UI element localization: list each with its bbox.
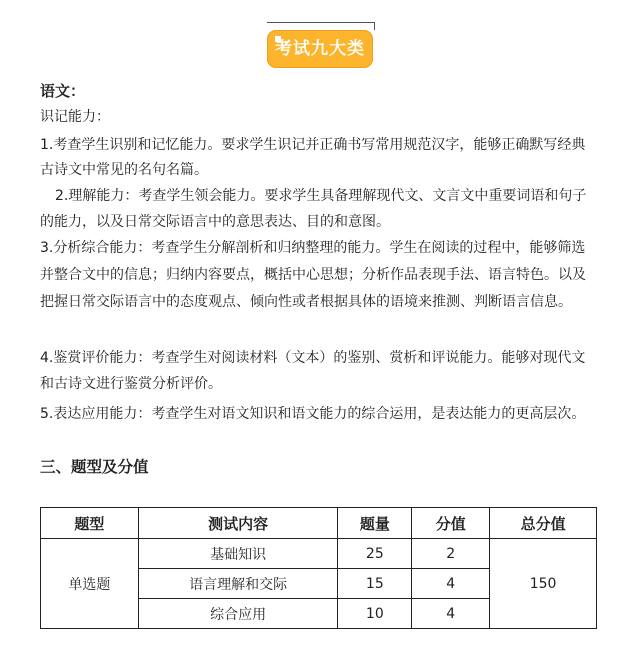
badge-frame-line bbox=[374, 22, 375, 30]
intro-line: 识记能力： bbox=[40, 109, 110, 125]
table-row bbox=[41, 539, 597, 569]
paragraph-line: 4.鉴赏评价能力：考查学生对阅读材料（文本）的鉴别、赏析和评说能力。能够对现代文 bbox=[40, 350, 586, 366]
score-cell: 4 bbox=[412, 569, 490, 599]
paragraph-line: 并整合文中的信息；归纳内容要点，概括中心思想；分析作品表现手法、语言特色。以及 bbox=[40, 267, 586, 283]
paragraph-line: 把握日常交际语言中的态度观点、倾向性或者根据具体的语境来推测、判断语言信息。 bbox=[40, 294, 572, 310]
score-cell: 2 bbox=[412, 539, 490, 569]
count-cell: 10 bbox=[338, 599, 412, 629]
section-title: 三、题型及分值 bbox=[40, 458, 149, 476]
table-header: 分值 bbox=[412, 508, 490, 539]
paragraph-line: 5.表达应用能力：考查学生对语文知识和语文能力的综合运用，是表达能力的更高层次。 bbox=[40, 406, 586, 422]
question-type-cell: 单选题 bbox=[41, 539, 139, 629]
table-header: 题型 bbox=[41, 508, 139, 539]
table-header-row bbox=[41, 508, 597, 539]
count-cell: 25 bbox=[338, 539, 412, 569]
category-badge bbox=[257, 22, 375, 72]
paragraph-line: 3.分析综合能力：考查学生分解剖析和归纳整理的能力。学生在阅读的过程中，能够筛选 bbox=[40, 240, 586, 256]
paragraph-line: 2.理解能力：考查学生领会能力。要求学生具备理解现代文、文言文中重要词语和句子 bbox=[55, 188, 587, 204]
table-header: 测试内容 bbox=[138, 508, 338, 539]
paragraph-line: 古诗文中常见的名句名篇。 bbox=[40, 162, 208, 178]
content-cell: 语言理解和交际 bbox=[138, 569, 338, 599]
content-cell: 综合应用 bbox=[138, 599, 338, 629]
paragraph-line: 的能力，以及日常交际语言中的意思表达、目的和意图。 bbox=[40, 214, 390, 230]
count-cell: 15 bbox=[338, 569, 412, 599]
table-header: 总分值 bbox=[490, 508, 597, 539]
table-header: 题量 bbox=[338, 508, 412, 539]
badge-background bbox=[267, 30, 373, 68]
total-score-cell: 150 bbox=[490, 539, 597, 629]
paragraph-line: 和古诗文进行鉴赏分析评价。 bbox=[40, 376, 222, 392]
score-table bbox=[40, 507, 597, 629]
badge-label: 考试九大类 bbox=[275, 39, 365, 59]
content-cell: 基础知识 bbox=[138, 539, 338, 569]
paragraph-line: 1.考查学生识别和记忆能力。要求学生识记并正确书写常用规范汉字，能够正确默写经典 bbox=[40, 137, 586, 153]
score-cell: 4 bbox=[412, 599, 490, 629]
badge-frame-line bbox=[267, 22, 375, 23]
subject-title: 语文： bbox=[40, 82, 86, 100]
